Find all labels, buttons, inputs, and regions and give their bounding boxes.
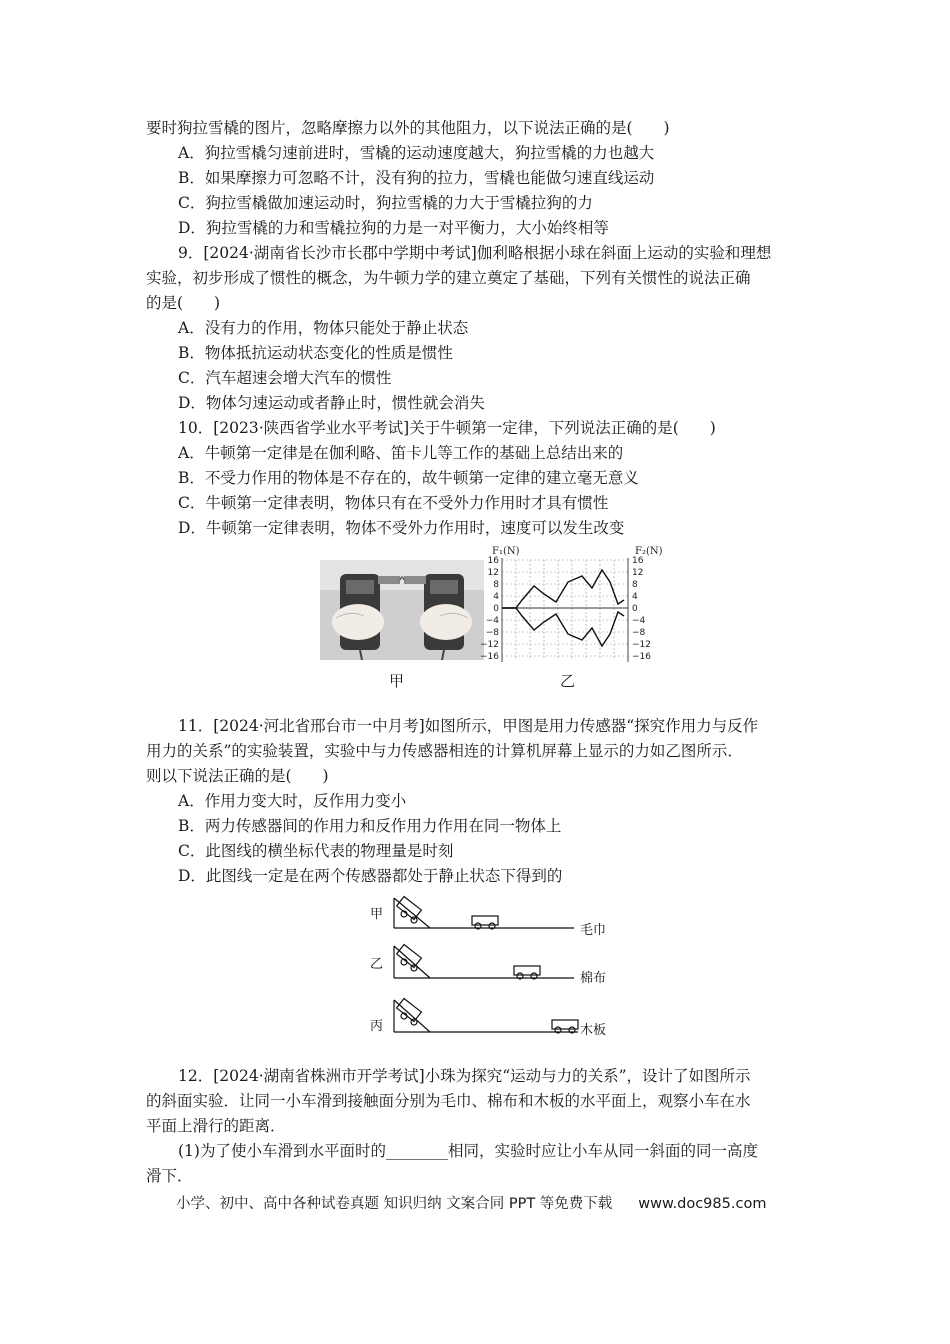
surface-label-wood: 木板 [580, 1023, 607, 1038]
left-tick-label: −4 [485, 616, 499, 626]
option-d: D．物体匀速运动或者静止时，惯性就会消失 [178, 394, 485, 412]
right-tick-label: −12 [632, 640, 651, 650]
option-a: A．没有力的作用，物体只能处于静止状态 [178, 319, 469, 337]
question-9-header: 9．[2024·湖南省长沙市长郡中学期中考试]伽利略根据小球在斜面上运动的实验和理想 [178, 244, 772, 262]
force-graph [478, 542, 678, 667]
left-tick-label: −16 [480, 652, 499, 662]
left-tick-label: −12 [480, 640, 499, 650]
left-tick-label: 4 [493, 592, 499, 602]
row-label-bing: 丙 [370, 1019, 384, 1034]
option-a: A．牛顿第一定律是在伽利略、笛卡儿等工作的基础上总结出来的 [178, 444, 624, 462]
figure-label-jia: 甲 [389, 672, 405, 690]
left-axis-title: F₁(N) [492, 546, 520, 557]
text-line: 实验，初步形成了惯性的概念，为牛顿力学的建立奠定了基础，下列有关惯性的说法正确 [146, 269, 751, 287]
left-tick-label: 16 [487, 556, 499, 566]
text-line: 的是( ) [146, 294, 221, 312]
page-footer [176, 1192, 766, 1213]
option-d: D．此图线一定是在两个传感器都处于静止状态下得到的 [178, 867, 563, 885]
text-line: 滑下． [146, 1167, 193, 1185]
right-tick-label: 8 [632, 580, 638, 590]
surface-label-towel: 毛巾 [580, 923, 607, 938]
option-b: B．物体抵抗运动状态变化的性质是惯性 [178, 344, 453, 362]
f1-curve [502, 570, 624, 608]
option-c: C．狗拉雪橇做加速运动时，狗拉雪橇的力大于雪橇拉狗的力 [178, 194, 593, 212]
right-tick-label: −16 [632, 652, 651, 662]
question-11-header: 11．[2024·河北省邢台市一中月考]如图所示，甲图是用力传感器“探究作用力与反作 [178, 717, 759, 735]
force-sensors-photo [320, 560, 484, 660]
question-10-header: 10．[2023·陕西省学业水平考试]关于牛顿第一定律，下列说法正确的是( ) [178, 419, 716, 437]
sub-question-1: (1)为了使小车滑到水平面时的________相同，实验时应让小车从同一斜面的同一高度 [178, 1142, 758, 1160]
option-a: A．作用力变大时，反作用力变小 [178, 792, 407, 810]
text-line: 的斜面实验．让同一小车滑到接触面分别为毛巾、棉布和木板的水平面上，观察小车在水 [146, 1092, 751, 1110]
text-line: 用力的关系”的实验装置，实验中与力传感器相连的计算机屏幕上显示的力如乙图所示． [146, 742, 743, 760]
footer-text: 小学、初中、高中各种试卷真题 知识归纳 文案合同 PPT 等免费下载 [176, 1196, 613, 1212]
surface-label-cotton: 棉布 [580, 971, 607, 986]
option-b: B．如果摩擦力可忽略不计，没有狗的拉力，雪橇也能做匀速直线运动 [178, 169, 655, 187]
text-line: 要时狗拉雪橇的图片，忽略摩擦力以外的其他阻力，以下说法正确的是( ) [146, 119, 670, 137]
left-tick-label: 0 [493, 604, 499, 614]
incline-experiment-figure [364, 888, 624, 1048]
text-line: 平面上滑行的距离． [146, 1117, 286, 1135]
right-tick-label: 16 [632, 556, 644, 566]
figure-label-yi: 乙 [560, 672, 576, 690]
option-c: C．汽车超速会增大汽车的惯性 [178, 369, 392, 387]
right-axis-title: F₂(N) [635, 546, 663, 557]
left-tick-label: −8 [485, 628, 499, 638]
text-line: 则以下说法正确的是( ) [146, 767, 329, 785]
right-tick-label: −4 [632, 616, 646, 626]
option-c: C．牛顿第一定律表明，物体只有在不受外力作用时才具有惯性 [178, 494, 609, 512]
f2-curve [502, 608, 624, 646]
option-b: B．两力传感器间的作用力和反作用力作用在同一物体上 [178, 817, 562, 835]
right-tick-label: 12 [632, 568, 644, 578]
option-a: A．狗拉雪橇匀速前进时，雪橇的运动速度越大，狗拉雪橇的力也越大 [178, 144, 655, 162]
right-tick-label: 0 [632, 604, 638, 614]
option-d: D．狗拉雪橇的力和雪橇拉狗的力是一对平衡力，大小始终相等 [178, 219, 609, 237]
question-12-header: 12．[2024·湖南省株洲市开学考试]小珠为探究“运动与力的关系”，设计了如图所示 [178, 1067, 751, 1085]
right-tick-label: 4 [632, 592, 638, 602]
row-label-jia: 甲 [370, 907, 384, 922]
option-c: C．此图线的横坐标代表的物理量是时刻 [178, 842, 454, 860]
hands-with-sensors-illustration [320, 560, 484, 660]
row-label-yi: 乙 [370, 957, 384, 972]
footer-site-link[interactable]: www.doc985.com [638, 1196, 767, 1212]
left-tick-label: 8 [493, 580, 499, 590]
option-b: B．不受力作用的物体是不存在的，故牛顿第一定律的建立毫无意义 [178, 469, 639, 487]
left-tick-label: 12 [487, 568, 499, 578]
right-tick-label: −8 [632, 628, 646, 638]
option-d: D．牛顿第一定律表明，物体不受外力作用时，速度可以发生改变 [178, 519, 625, 537]
